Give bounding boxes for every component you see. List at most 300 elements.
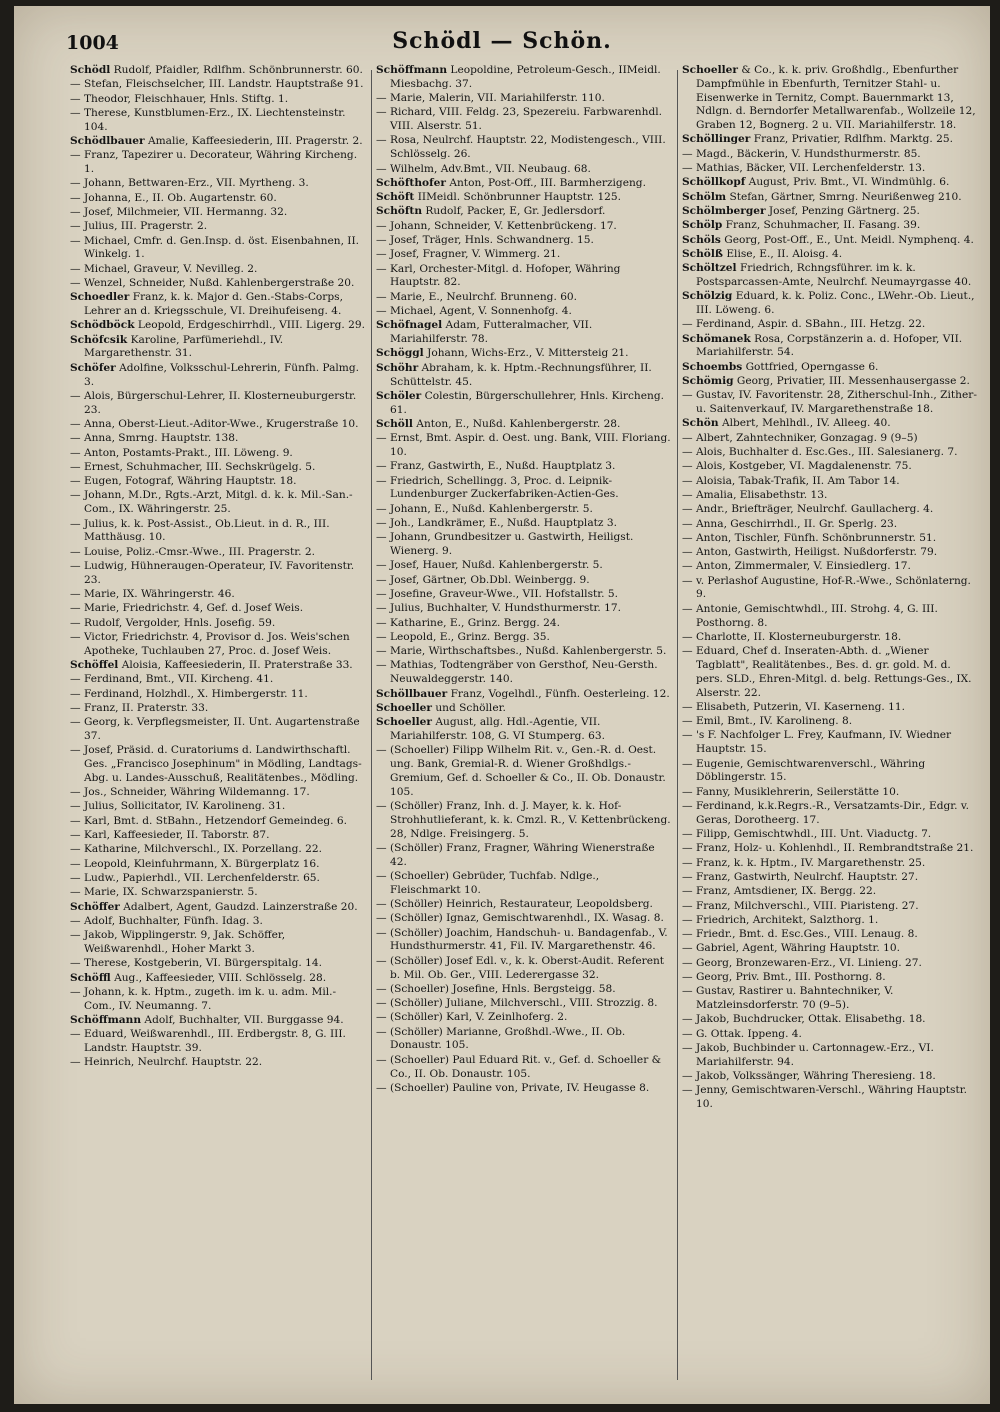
directory-entry [682,489,978,503]
entry-details: — Franz, II. Praterstr. 33. [70,701,209,714]
entry-details: — Rudolf, Vergolder, Hnls. Josefig. 59. [70,616,276,629]
directory-entry [70,334,366,362]
directory-entry [376,983,672,997]
directory-entry [682,1013,978,1027]
entry-surname: Schöggl [376,347,424,360]
entry-details: — Rosa, Neulrchf. Hauptstr. 22, Modistengesch., VIII. Schlösselg. 26. [376,134,666,161]
entry-details: — Anna, Oberst-Lieut.-Aditor-Wwe., Krugerstraße 10. [70,417,359,430]
directory-entry [682,176,978,190]
entry-details: und Schöller. [431,701,506,714]
entry-details: — Jakob, Buchbinder u. Cartonnagew.-Erz., VI. Mariahilferstr. 94. [682,1041,934,1068]
entry-details: — Franz, Gastwirth, Neulrchf. Hauptstr. 27. [682,870,919,883]
entry-details: Adolfine, Volksschul-Lehrerin, Fünfh. Palmg. 3. [84,361,359,388]
entry-details: — Josefine, Graveur-Wwe., VII. Hofstallstr. 5. [376,587,619,600]
directory-entry [682,900,978,914]
entry-details: — Michael, Graveur, V. Nevilleg. 2. [70,262,258,275]
directory-entry [70,461,366,475]
entry-details: — Friedrich, Schellingg. 3, Proc. d. Leipnik-Lundenburger Zuckerfabriken-Actien-Ges. [376,474,619,501]
page-number: 1004 [66,32,119,54]
entry-details: — Gustav, Rastirer u. Bahntechniker, V. Matzleinsdorferstr. 70 (9–5). [682,985,894,1012]
directory-entry [376,106,672,134]
directory-entry [70,390,366,418]
entry-details: — Anton, Gastwirth, Heiligst. Nußdorferstr. 79. [682,546,938,559]
directory-entry [70,432,366,446]
directory-entry [682,631,978,645]
directory-entry [376,800,672,841]
entry-details: — Elisabeth, Putzerin, VI. Kaserneng. 11. [682,700,906,713]
entry-details: Adalbert, Agent, Gaudzd. Lainzerstraße 20. [119,900,358,913]
entry-details: — Friedrich, Architekt, Salzthorg. 1. [682,913,879,926]
entry-details: Albert, Mehlhdl., IV. Alleeg. 40. [718,417,891,430]
column-divider [371,70,372,1380]
column-divider [677,70,678,1380]
entry-details: — v. Perlashof Augustine, Hof-R.-Wwe., Schönlaterng. 9. [682,574,971,601]
directory-entry [376,517,672,531]
entry-details: Franz, k. k. Major d. Gen.-Stabs-Corps, Lehrer an d. Kriegsschule, VI. Dreihufeiseng. 4. [84,291,343,318]
directory-entry [376,588,672,602]
directory-entry [376,912,672,926]
directory-entry [682,475,978,489]
entry-details: — Marie, Malerin, VII. Mariahilferstr. 110. [376,92,605,105]
entry-details: Georg, Privatier, III. Messenhausergasse 2. [733,375,970,388]
directory-entry [70,659,366,673]
entry-details: Friedrich, Rchngsführer. im k. k. Postsparcassen-Amte, Neulrchf. Neumayrgasse 40. [696,262,972,288]
entry-details: Rudolf, Packer, E, Gr. Jedlersdorf. [422,205,606,218]
entry-details: — Marie, Wirthschaftsbes., Nußd. Kahlenbergerstr. 5. [376,645,667,658]
directory-entry [682,857,978,871]
entry-details: Gottfried, Operngasse 6. [742,360,879,373]
directory-entry [682,1028,978,1042]
directory-entry [376,927,672,955]
directory-entry [70,518,366,546]
entry-details: — Johanna, E., II. Ob. Augartenstr. 60. [70,191,277,204]
entry-details: — Julius, Buchhalter, V. Hundsthurmerstr. 17. [376,602,622,615]
entry-details: — Johann, Grundbesitzer u. Gastwirth, Heiligst. Wienerg. 9. [376,531,634,558]
entry-details: — Therese, Kunstblumen-Erz., IX. Liechtensteinstr. 104. [70,106,346,133]
entry-surname: Schöllkopf [682,176,746,189]
entry-details: Aug., Kaffeesieder, VIII. Schlösselg. 28. [110,971,327,984]
entry-details: — Johann, E., Nußd. Kahlenbergerstr. 5. [376,502,593,515]
directory-entry [376,531,672,559]
entry-details: — Josef, Fragner, V. Wimmerg. 21. [376,248,561,261]
directory-entry [376,248,672,262]
entry-details: — Georg, Bronzewaren-Erz., VI. Linieng. 27. [682,956,922,969]
directory-entry [376,263,672,291]
entry-details: Rudolf, Pfaidler, Rdlfhm. Schönbrunnerstr. 60. [110,64,363,76]
entry-details: — Jenny, Gemischtwaren-Verschl., Währing Hauptstr. 10. [682,1084,967,1111]
entry-details: — 's F. Nachfolger L. Frey, Kaufmann, IV. Wiedner Hauptstr. 15. [682,729,952,756]
entry-details: — (Schöller) Ignaz, Gemischtwarenhdl., IX. Wasag. 8. [376,912,664,925]
entry-details: — Emil, Bmt., IV. Karolineng. 8. [682,715,853,728]
entry-details: — (Schöller) Marianne, Großhdl.-Wwe., II. Ob. Donaustr. 105. [376,1025,626,1052]
directory-entry [376,319,672,347]
directory-entry [682,985,978,1013]
entry-surname: Schoeller [376,701,432,714]
directory-entry [682,148,978,162]
entry-details: — Mathias, Bäcker, VII. Lerchenfelderstr. 13. [682,162,926,175]
directory-entry [376,177,672,191]
entry-details: — Anton, Zimmermaler, V. Einsiedlerg. 17. [682,560,911,573]
entry-details: — Karl, Kaffeesieder, II. Taborstr. 87. [70,829,270,842]
entry-surname: Schöfcsik [70,333,128,346]
entry-details: — Gabriel, Agent, Währing Hauptstr. 10. [682,942,901,955]
directory-entry [682,503,978,517]
directory-entry [70,858,366,872]
entry-surname: Schöfnagel [376,319,443,332]
entry-surname: Schölm [682,190,727,203]
entry-details: — (Schöller) Franz, Inh. d. J. Mayer, k. k. Hof-Strohhutlieferant, k. k. Cmzl. R., V. Kettenbrückeng. 28, Ndlge. Freisingerg. 5. [376,799,671,840]
directory-entry [376,234,672,248]
entry-details: — Ferdinand, Aspir. d. SBahn., III. Hetzg. 22. [682,318,926,331]
directory-entry [376,503,672,517]
entry-details: — Wenzel, Schneider, Nußd. Kahlenbergerstraße 20. [70,276,355,289]
entry-details: — Karl, Bmt. d. StBahn., Hetzendorf Gemeindeg. 6. [70,814,347,827]
entry-details: Amalie, Kaffeesiederin, III. Pragerstr. 2. [144,134,363,147]
entry-details: — (Schöller) Juliane, Milchverschl., VIII. Strozzig. 8. [376,997,658,1010]
entry-details: — Alois, Buchhalter d. Esc.Ges., III. Salesianerg. 7. [682,446,958,459]
entry-details: — Marie, IX. Währingerstr. 46. [70,587,235,600]
entry-surname: Schöffel [70,658,119,671]
entry-details: — (Schöller) Josef Edl. v., k. k. Oberst-Audit. Referent b. Mil. Ob. Ger., VIII. Lederergasse 32. [376,954,665,981]
directory-entry [70,929,366,957]
entry-details: — Louise, Poliz.-Cmsr.-Wwe., III. Pragerstr. 2. [70,545,315,558]
entry-details: — Ludw., Papierhdl., VII. Lerchenfelderstr. 65. [70,871,320,884]
page-header [14,6,990,58]
entry-details: — Katharine, E., Grinz. Bergg. 24. [376,616,561,629]
entry-surname: Schöllbauer [376,687,448,700]
directory-entry [682,361,978,375]
entry-details: — Johann, Schneider, V. Kettenbrückeng. 17. [376,219,617,232]
entry-details: — Antonie, Gemischtwhdl., III. Strohg. 4, G. III. Posthorng. 8. [682,602,938,629]
entry-details: — Franz, Tapezirer u. Decorateur, Währing Kircheng. 1. [70,149,358,176]
entry-surname: Schöhr [376,361,419,374]
directory-entry [70,135,366,149]
directory-entry [682,603,978,631]
entry-surname: Schölp [682,219,723,232]
entry-details: Stefan, Gärtner, Smrng. Neurißenweg 210. [726,190,962,203]
directory-entry [376,205,672,219]
entry-details: — Franz, Amtsdiener, IX. Bergg. 22. [682,885,877,898]
entry-details: — (Schöller) Heinrich, Restaurateur, Leopoldsberg. [376,898,653,911]
directory-entry [682,828,978,842]
directory-entry [682,1084,978,1112]
directory-entry [70,972,366,986]
directory-entry [376,744,672,799]
entry-details: — Josef, Hauer, Nußd. Kahlenbergerstr. 5. [376,559,603,572]
entry-surname: Schoembs [682,360,743,373]
entry-details: — Julius, Sollicitator, IV. Karolineng. 31. [70,800,286,813]
directory-entry [376,163,672,177]
entry-details: — Fanny, Musiklehrerin, Seilerstätte 10. [682,785,900,798]
directory-entry [70,447,366,461]
directory-entry [376,1026,672,1054]
directory-entry [376,1054,672,1082]
directory-entry [682,546,978,560]
directory-entry [70,192,366,206]
directory-entry [70,319,366,333]
entry-details: — Marie, IX. Schwarzspanierstr. 5. [70,886,258,899]
entry-surname: Schömig [682,375,734,388]
entry-details: — (Schoeller) Filipp Wilhelm Rit. v., Gen.-R. d. Oest. ung. Bank, Gremial-R. d. Wiener Großhdlgs.-Gremium, Gef. d. Schoeller & Co., II. Ob. Donaustr. 105. [376,744,666,798]
directory-entry [70,220,366,234]
directory-entry [682,800,978,828]
directory-entry [376,955,672,983]
entry-surname: Schöft [376,191,415,204]
entry-details: — Julius, k. k. Post-Assist., Ob.Lieut. in d. R., III. Matthäusg. 10. [70,517,330,544]
entry-details: Anton, E., Nußd. Kahlenbergerstr. 28. [412,417,621,430]
entry-details: Colestin, Bürgerschullehrer, Hnls. Kircheng. 61. [390,389,664,416]
directory-column-1 [70,64,366,1394]
directory-entry [376,898,672,912]
entry-details: — Theodor, Fleischhauer, Hnls. Stiftg. 1. [70,92,289,105]
entry-details: Leopoldine, Petroleum-Gesch., IIMeidl. Miesbachg. 37. [390,64,661,90]
directory-entry [376,305,672,319]
directory-entry [682,914,978,928]
entry-details: — Josef, Präsid. d. Curatoriums d. Landwirthschaftl. Ges. „Francisco Josephinum" in Mödling, Landtags-Abg. u. Landes-Ausschuß, Realitätenbes., Mödling. [70,744,362,784]
entry-details: — Leopold, Kleinfuhrmann, X. Bürgerplatz 16. [70,857,320,870]
directory-entry [682,234,978,248]
directory-entry [682,432,978,446]
directory-entry [70,829,366,843]
entry-surname: Schölmberger [682,204,766,217]
directory-entry [376,1082,672,1096]
directory-entry [682,560,978,574]
directory-entry [70,716,366,744]
entry-details: — Wilhelm, Adv.Bmt., VII. Neubaug. 68. [376,162,591,175]
directory-entry [682,333,978,361]
directory-page [14,6,990,1404]
directory-entry [376,390,672,418]
entry-details: — (Schoeller) Paul Eduard Rit. v., Gef. d. Schoeller & Co., II. Ob. Donaustr. 105. [376,1053,662,1080]
entry-surname: Schölzig [682,290,733,303]
entry-surname: Schöll [376,417,413,430]
entry-details: — Richard, VIII. Feldg. 23, Spezereiu. Farbwarenhdl. VIII. Alserstr. 51. [376,106,662,133]
entry-details: Anton, Post-Off., III. Barmherzigeng. [445,176,646,189]
directory-entry [376,347,672,361]
directory-entry [376,702,672,716]
directory-entry [70,93,366,107]
entry-surname: Schöllinger [682,133,751,146]
directory-entry [70,915,366,929]
directory-entry [70,786,366,800]
directory-entry [682,518,978,532]
entry-details: — Joh., Landkrämer, E., Nußd. Hauptplatz 3. [376,517,617,529]
entry-details: — Marie, Friedrichstr. 4, Gef. d. Josef Weis. [70,602,304,615]
directory-entry [70,263,366,277]
entry-details: — Josef, Gärtner, Ob.Dbl. Weinbergg. 9. [376,573,590,586]
directory-entry [376,362,672,390]
entry-details: Josef, Penzing Gärtnerg. 25. [765,204,920,217]
entry-details: IIMeidl. Schönbrunner Hauptstr. 125. [414,191,622,204]
directory-entry [682,191,978,205]
running-head: Schödl — Schön. [392,28,612,54]
entry-surname: Schömanek [682,332,751,345]
entry-details: — Josef, Milchmeier, VII. Hermanng. 32. [70,205,288,218]
directory-entry [70,702,366,716]
entry-details: — Ferdinand, Holzhdl., X. Himbergerstr. 11. [70,687,308,700]
directory-entry [682,1042,978,1070]
entry-details: Franz, Vogelhdl., Fünfh. Oesterleing. 12. [447,687,670,700]
directory-entry [70,291,366,319]
entry-details: — Friedr., Bmt. d. Esc.Ges., VIII. Lenaug. 8. [682,928,918,941]
directory-entry [70,1014,366,1028]
directory-entry [682,715,978,729]
directory-entry [70,418,366,432]
directory-entry [376,291,672,305]
entry-details: — Johann, Bettwaren-Erz., VII. Myrtheng. 3. [70,177,309,190]
entry-details: — Jakob, Buchdrucker, Ottak. Elisabethg. 18. [682,1013,926,1026]
directory-entry [682,758,978,786]
entry-surname: Schöftn [376,205,423,218]
entry-details: Georg, Post-Off., E., Unt. Meidl. Nymphenq. 4. [720,233,974,246]
entry-details: — Eduard, Weißwarenhdl., III. Erdbergstr. 8, G. III. Landstr. Hauptstr. 39. [70,1028,346,1054]
entry-details: — Johann, M.Dr., Rgts.-Arzt, Mitgl. d. k. k. Mil.-San.-Com., IX. Währingerstr. 25. [70,489,353,516]
entry-details: — Ludwig, Hühneraugen-Operateur, IV. Favoritenstr. 23. [70,559,355,586]
entry-details: — Aloisia, Tabak-Trafik, II. Am Tabor 14. [682,474,900,487]
entry-details: Adolf, Buchhalter, VII. Burggasse 94. [141,1013,344,1026]
directory-entry [682,971,978,985]
entry-details: — Heinrich, Neulrchf. Hauptstr. 22. [70,1056,263,1069]
entry-details: Johann, Wichs-Erz., V. Mittersteig 21. [423,347,629,360]
directory-entry [682,446,978,460]
directory-entry [682,645,978,700]
directory-entry [70,1028,366,1056]
directory-entry [70,560,366,588]
entry-surname: Schön [682,417,719,430]
directory-entry [70,602,366,616]
directory-entry [376,64,672,92]
directory-entry [70,800,366,814]
directory-entry [70,631,366,659]
directory-entry [682,162,978,176]
directory-entry [376,716,672,744]
entry-details: — Marie, E., Neulrchf. Brunneng. 60. [376,290,578,303]
directory-entry [682,885,978,899]
entry-details: Abraham, k. k. Hptm.-Rechnungsführer, II. Schüttelstr. 45. [390,361,652,388]
directory-entry [376,659,672,687]
entry-details: — (Schöller) Karl, V. Zeinlhoferg. 2. [376,1011,568,1024]
directory-entry [70,673,366,687]
entry-details: Aloisia, Kaffeesiederin, II. Praterstraße 33. [118,658,353,671]
entry-surname: Schoeller [376,716,432,729]
directory-entry [682,701,978,715]
entry-details: — Ernest, Schuhmacher, III. Sechskrügelg. 5. [70,460,316,473]
directory-entry [376,1011,672,1025]
directory-entry [376,574,672,588]
entry-details: — Jos., Schneider, Währing Wildemanng. 17. [70,786,310,799]
directory-entry [376,842,672,870]
entry-details: — Anna, Smrng. Hauptstr. 138. [70,432,239,445]
entry-details: — (Schoeller) Gebrüder, Tuchfab. Ndlge., Fleischmarkt 10. [376,869,600,896]
directory-entry [70,588,366,602]
entry-details: Adam, Futteralmacher, VII. Mariahilferstr. 78. [390,319,593,346]
directory-entry [376,997,672,1011]
directory-entry [70,1056,366,1070]
directory-entry [70,475,366,489]
directory-entry [682,786,978,800]
entry-details: Franz, Privatier, Rdlfhm. Marktg. 25. [750,133,953,146]
entry-details: — Julius, III. Pragerstr. 2. [70,220,208,233]
entry-details: — Katharine, Milchverschl., IX. Porzellang. 22. [70,843,322,856]
entry-details: — Anton, Tischler, Fünfh. Schönbrunnerstr. 51. [682,531,937,544]
directory-entry [70,744,366,785]
directory-entry [682,262,978,290]
entry-details: Leopold, Erdgeschirrhdl., VIII. Ligerg. 29. [134,319,365,332]
directory-entry [682,290,978,318]
entry-surname: Schödböck [70,319,135,332]
entry-details: — Franz, k. k. Hptm., IV. Margarethenstr. 25. [682,856,926,869]
entry-details: August, Priv. Bmt., VI. Windmühlg. 6. [745,176,950,189]
entry-details: — Anna, Geschirrhdl., II. Gr. Sperlg. 23. [682,517,898,530]
entry-details: — Anton, Postamts-Prakt., III. Löweng. 9. [70,446,293,459]
directory-entry [70,362,366,390]
directory-entry [682,389,978,417]
entry-details: August, allg. Hdl.-Agentie, VII. Mariahilferstr. 108, G. VI Stumperg. 63. [390,716,605,742]
directory-entry [682,318,978,332]
entry-details: — Ernst, Bmt. Aspir. d. Oest. ung. Bank, VIII. Floriang. 10. [376,432,671,459]
entry-details: — Adolf, Buchhalter, Fünfh. Idag. 3. [70,914,263,927]
directory-entry [682,575,978,603]
directory-entry [682,219,978,233]
entry-surname: Schölß [682,247,723,260]
entry-details: — Mathias, Todtengräber von Gersthof, Neu-Gersth. Neuwaldeggerstr. 140. [376,659,658,686]
directory-entry [682,460,978,474]
entry-details: — Georg, Priv. Bmt., III. Posthorng. 8. [682,971,886,983]
directory-entry [70,64,366,78]
entry-details: — Jakob, Wipplingerstr. 9, Jak. Schöffer, Weißwarenhdl., Hoher Markt 3. [70,929,286,955]
entry-details: — Eugen, Fotograf, Währing Hauptstr. 18. [70,475,297,488]
directory-entry [376,432,672,460]
entry-details: & Co., k. k. priv. Großhdlg., Ebenfurther Dampfmühle in Ebenfurth, Ternitzer Stahl- u. Eisenwerke in Ternitz, Compt. Bauernmarkt 13, Ndlgn. d. Berndorfer Metallwarenfab., Wollzeile 12, Graben 12, Bognerg. 2 u. VII. Mariahilferstr. 18. [696,64,976,132]
directory-entry [70,617,366,631]
entry-details: — Franz, Holz- u. Kohlenhdl., II. Rembrandtstraße 21. [682,842,974,855]
directory-entry [682,842,978,856]
directory-entry [376,645,672,659]
entry-details: — (Schöller) Franz, Fragner, Währing Wienerstraße 42. [376,841,655,868]
directory-entry [376,617,672,631]
entry-details: — (Schoeller) Josefine, Hnls. Bergsteigg. 58. [376,982,616,995]
directory-entry [70,886,366,900]
entry-surname: Schoedler [70,291,130,304]
directory-entry [682,871,978,885]
entry-details: — Michael, Cmfr. d. Gen.Insp. d. öst. Eisenbahnen, II. Winkelg. 1. [70,234,360,261]
directory-entry [376,418,672,432]
entry-details: — Georg, k. Verpflegsmeister, II. Unt. Augartenstraße 37. [70,716,360,742]
directory-column-3 [682,64,978,1394]
entry-surname: Schöffmann [376,64,448,76]
directory-entry [70,688,366,702]
directory-entry [376,92,672,106]
directory-entry [376,475,672,503]
entry-details: — Gustav, IV. Favoritenstr. 28, Zitherschul-Inh., Zither- u. Saitenverkauf, IV. Margarethenstraße 18. [682,389,977,416]
directory-entry [682,957,978,971]
directory-entry [376,559,672,573]
directory-entry [70,901,366,915]
entry-surname: Schöls [682,233,721,246]
directory-entry [70,957,366,971]
directory-entry [70,546,366,560]
entry-details: — (Schoeller) Pauline von, Private, IV. Heugasse 8. [376,1081,650,1094]
directory-entry [682,532,978,546]
entry-details: Elise, E., II. Aloisg. 4. [722,247,843,260]
directory-entry [70,235,366,263]
directory-entry [682,248,978,262]
directory-entry [682,417,978,431]
entry-surname: Schoeller [682,64,738,76]
entry-details: — Amalia, Elisabethstr. 13. [682,488,828,501]
directory-entry [682,205,978,219]
entry-details: — Eugenie, Gemischtwarenverschl., Währing Döblingerstr. 15. [682,757,926,784]
